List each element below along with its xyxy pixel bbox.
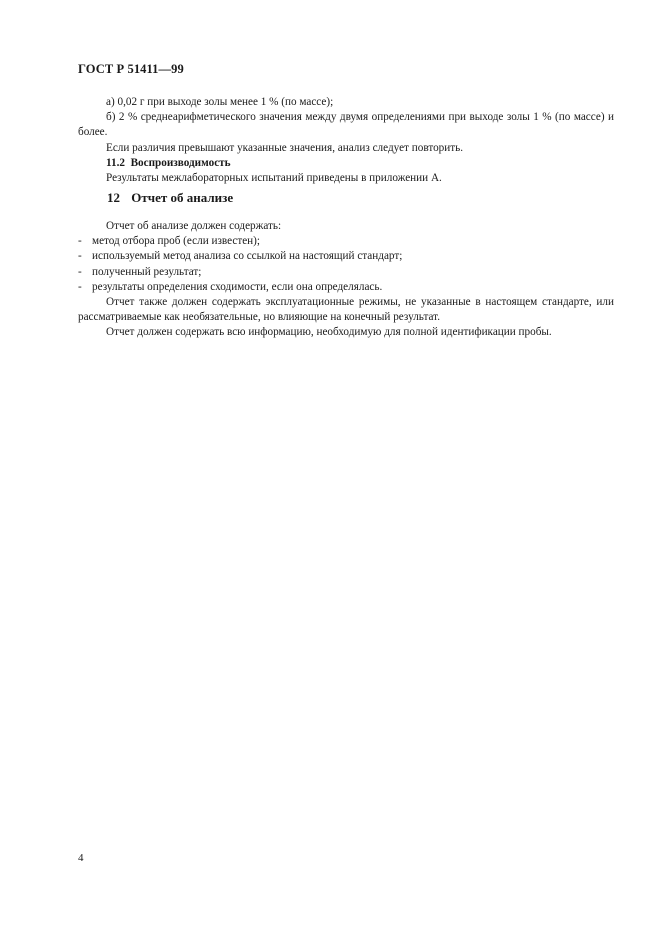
- list-dash: -: [78, 280, 82, 293]
- reproducibility-text: Результаты межлабораторных испытаний приведены в приложении А.: [106, 172, 442, 185]
- block-11-continued: [78, 95, 614, 186]
- repeat-note: Если различия превышают указанные значения, анализ следует повторить.: [106, 141, 464, 154]
- final-requirement: Отчет должен содержать всю информацию, необходимую для полной идентификации пробы.: [106, 326, 552, 339]
- section-intro: Отчет об анализе должен содержать:: [106, 220, 282, 232]
- section-number: 12: [107, 190, 120, 205]
- list-dash: -: [78, 250, 82, 263]
- extra-requirements: Отчет также должен содержать эксплуатационные режимы, не указанные в настоящем стандарте, или рассматриваемые как необязательные, но влияющие на конечный результат.: [78, 296, 614, 324]
- list-item-text: используемый метод анализа со ссылкой на настоящий стандарт;: [92, 250, 403, 263]
- item-b: б) 2 % среднеарифметического значения между двумя определениями при выходе золы 1 % (по массе) и более.: [78, 111, 614, 139]
- list-item: [78, 234, 614, 249]
- page-number: 4: [78, 852, 84, 864]
- document-header: ГОСТ Р 51411—99: [78, 62, 184, 76]
- section-12-body: [78, 219, 614, 341]
- list-item-text: полученный результат;: [92, 265, 202, 278]
- subsection-number: 11.2: [106, 156, 125, 169]
- section-heading: [107, 190, 233, 206]
- item-a: а) 0,02 г при выходе золы менее 1 % (по массе);: [106, 96, 334, 108]
- list-item-text: результаты определения сходимости, если она определялась.: [92, 280, 383, 293]
- list-dash: -: [78, 235, 82, 248]
- subsection-heading: [78, 156, 614, 171]
- section-title: Отчет об анализе: [131, 190, 234, 205]
- list-item: [78, 280, 614, 295]
- subsection-title: Воспроизводимость: [130, 156, 231, 169]
- list-item: [78, 249, 614, 264]
- list-dash: -: [78, 265, 82, 278]
- list-item-text: метод отбора проб (если известен);: [92, 235, 260, 248]
- list-item: [78, 265, 614, 280]
